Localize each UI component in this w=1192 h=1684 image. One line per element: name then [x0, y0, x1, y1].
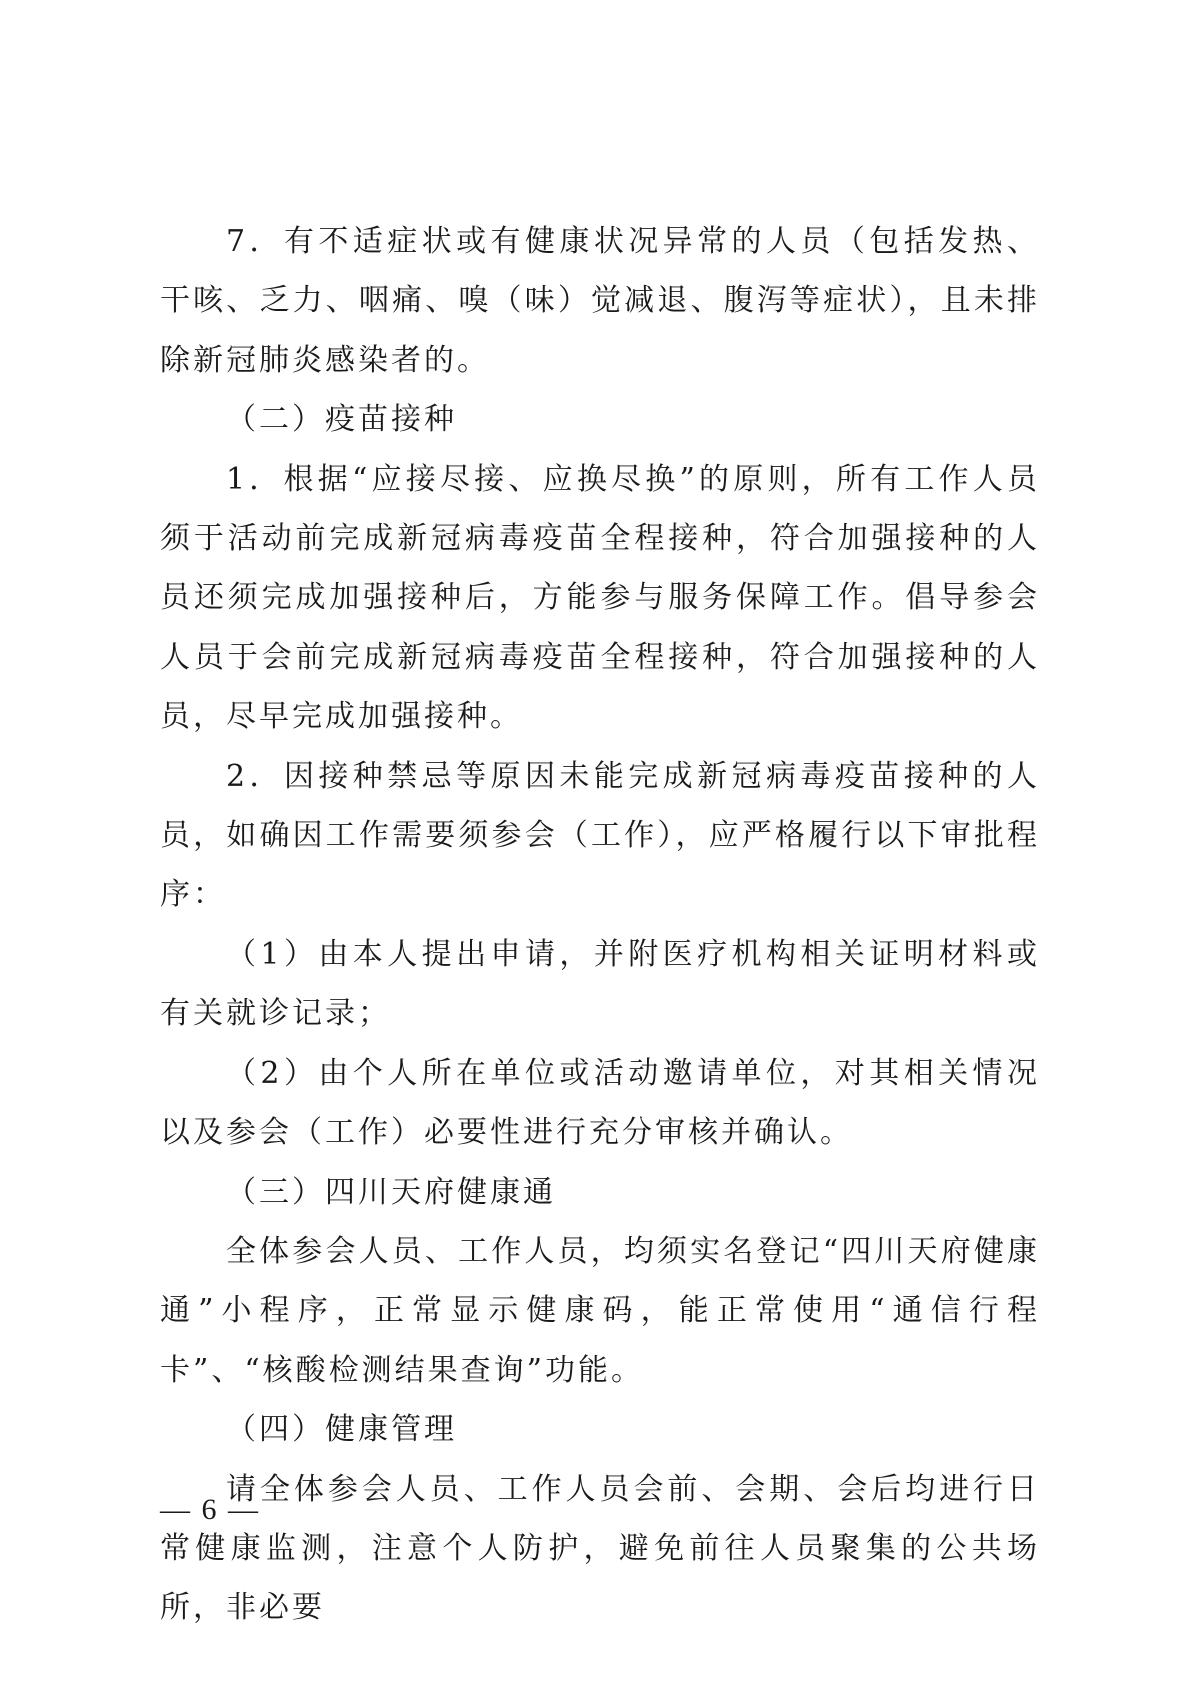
paragraph-health-management: 请全体参会人员、工作人员会前、会期、会后均进行日常健康监测，注意个人防护，避免前往人员聚集的公共场所，非必要 [160, 1471, 1040, 1626]
document-body [160, 212, 1040, 1638]
paragraph-item-7: 7．有不适症状或有健康状况异常的人员（包括发热、干咳、乏力、咽痛、嗅（味）觉减退、腹泻等症状），且未排除新冠肺炎感染者的。 [160, 224, 1040, 378]
paragraph-vaccination-1: 1．根据“应接尽接、应换尽换”的原则，所有工作人员须于活动前完成新冠病毒疫苗全程接种，符合加强接种的人员还须完成加强接种后，方能参与服务保障工作。倡导参会人员于会前完成新冠病毒疫苗全程接种，符合加强接种的人员，尽早完成加强接种。 [160, 461, 1040, 735]
paragraph-approval-step-2: （2）由个人所在单位或活动邀请单位，对其相关情况以及参会（工作）必要性进行充分审核并确认。 [160, 1055, 1040, 1151]
paragraph-vaccination-2: 2．因接种禁忌等原因未能完成新冠病毒疫苗接种的人员，如确因工作需要须参会（工作），应严格履行以下审批程序： [160, 758, 1040, 913]
section-heading-health-code: （三）四川天府健康通 [226, 1174, 556, 1210]
page-number: — 6 — [160, 1493, 260, 1526]
section-heading-vaccination: （二）疫苗接种 [226, 402, 457, 438]
section-heading-health-management: （四）健康管理 [226, 1412, 457, 1448]
paragraph-approval-step-1: （1）由本人提出申请，并附医疗机构相关证明材料或有关就诊记录； [160, 936, 1040, 1032]
paragraph-health-code: 全体参会人员、工作人员，均须实名登记“四川天府健康通”小程序，正常显示健康码，能正常使用“通信行程卡”、“核酸检测结果查询”功能。 [160, 1233, 1040, 1388]
